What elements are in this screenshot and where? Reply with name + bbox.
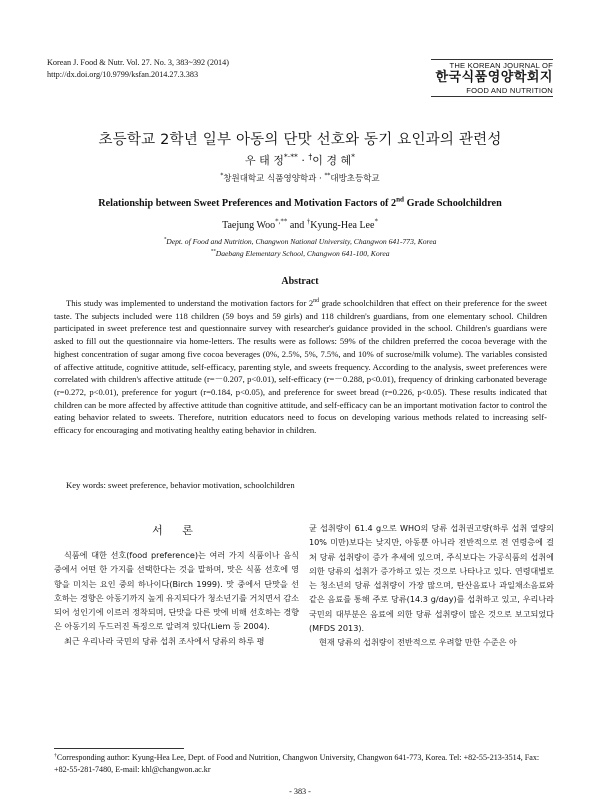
- title-en-main: Relationship between Sweet Preferences and Motivation Factors of 2: [98, 198, 397, 209]
- abstract-paragraph: [54, 297, 547, 437]
- author2-en: Kyung-Hea Lee: [310, 220, 375, 231]
- aff-en-text2: Daebang Elementary School, Changwon 641-100, Korea: [215, 249, 390, 258]
- author-separator: ·: [297, 154, 309, 167]
- intro-paragraph-3: 현재 당류의 섭취량이 전반적으로 우려할 만한 수준은 아: [319, 637, 517, 648]
- author1-en-sup: *,**: [275, 217, 288, 226]
- author2-ko-sup: *: [351, 152, 355, 162]
- author1-en: Taejung Woo: [222, 220, 276, 231]
- aff-en-mark2: **: [210, 248, 216, 255]
- author2-ko: 이 경 혜: [312, 154, 352, 167]
- abstract-text-b: grade schoolchildren that effect on their preference for the sweet taste. The subjects included were 118 children (59 boys and 59 girls) and 118 children's guardians, from one elementary school. Children participated in sweet preference test and questionnaire survey with researcher's guidance provided in the school. Children's guardians were asked to fill out the questionnaire via home-letters. The results were as follows: 59% of the children preferred the cocoa beverage with the highest concentration of sugar among five cocoa beverages (0%, 2.5%, 5%, 7.5%, and 10% of sucrose/milk volume). The variables consisted of affective attitude, cognitive attitude, self-efficacy, parenting style, and sweets frequency. According to the analysis, sweet preferences were correlated with children's affective attitude (r=－0.207, p<0.01), self-efficacy (r=－0.288, p<0.01), frequency of drinking carbonated beverage (r=0.272, p<0.01), preference for yogurt (r=0.184, p<0.05), and preference for sweet bread (r=0.226, p<0.05). These results indicated that children can be more affected by affective attitude than cognitive attitude, and self-efficacy can be an important motivation factor to control the eating behavior related to sweets. Therefore, nutrition educators need to focus on developing various methods related to increasing self-efficacy for encouraging and motivating healthy eating behavior in children.: [54, 298, 547, 436]
- author2-en-sup: *: [374, 217, 378, 226]
- aff-ko-text2: 대방초등학교: [330, 174, 380, 184]
- left-column: [54, 548, 299, 648]
- aff-ko-mark1: *: [220, 172, 224, 180]
- journal-name-en-bottom: FOOD AND NUTRITION: [431, 86, 553, 97]
- journal-logo: [431, 59, 553, 97]
- abstract-text-a: This study was implemented to understand the motivation factors for 2: [66, 298, 314, 308]
- title-en-sup: nd: [396, 195, 405, 204]
- corresponding-mark-ko: †: [308, 152, 313, 162]
- corresponding-mark-en: †: [306, 217, 311, 226]
- aff-en-mark1: *: [163, 236, 167, 243]
- intro-paragraph-1: 식품에 대한 선호(food preference)는 여러 가지 식품이나 음식 중에서 어떤 한 가지를 선택한다는 것을 말하며, 맛은 식품 선호에 영향을 미치는 요인 중의 하나이다(Birch 1999). 맛 중에서 단맛을 선호하는 경향은 아동기까지 높게 유지되다가 청소년기를 거치면서 감소되어 성인기에 이르러 정착되며, 단맛을 다른 맛에 비해 선호하는 경향은 아동기의 두드러진 특징으로 알려져 있다(Liem 등 2004).: [54, 550, 299, 632]
- abstract-sup: nd: [313, 298, 320, 305]
- intro-paragraph-2-cont: 균 섭취량이 61.4 g으로 WHO의 당류 섭취권고량(하루 섭취 열량의 10% 미만)보다는 낮지만, 아동뿐 아니라 전반적으로 전 연령층에 걸쳐 당류 섭취량이 증가 추세에 있으며, 주식보다는 가공식품의 섭취에 의한 당류의 섭취가 증가하고 있는 것으로 나타나고 있다. 연령대별로는 청소년의 당류 섭취량이 가장 많으며, 탄산음료나 과일채소음료와 같은 음료를 통해 주로 당류(14.3 g/day)를 섭취하고 있고, 우리나라 국민의 대부분은 음료에 의한 당류 섭취량이 많은 것으로 보고되었다(MFDS 2013).: [309, 523, 554, 634]
- affiliation-korean: [0, 172, 600, 184]
- aff-ko-text1: 창원대학교 식품영양학과 ·: [223, 174, 325, 184]
- aff-en-text1: Dept. of Food and Nutrition, Changwon National University, Changwon 641-773, Korea: [166, 237, 437, 246]
- right-column: [309, 521, 554, 650]
- footnote-text: Corresponding author: Kyung-Hea Lee, Dept. of Food and Nutrition, Changwon University, Changwon 641-773, Korea. Tel: +82-55-213-3514, Fax: +82-55-281-7480, E-mail: khl@changwon.ac.kr: [54, 753, 540, 774]
- title-english: [0, 195, 600, 209]
- citation-text: Korean J. Food & Nutr. Vol. 27. No. 3, 383~392 (2014): [47, 58, 229, 67]
- journal-name-en-top: THE KOREAN JOURNAL OF: [431, 59, 553, 70]
- journal-name-ko: 한국식품영양학회지: [435, 70, 553, 85]
- doi-link[interactable]: http://dx.doi.org/10.9799/ksfan.2014.27.3.383: [47, 70, 199, 79]
- abstract-heading: Abstract: [281, 276, 319, 287]
- affiliation-en-2: [0, 248, 600, 260]
- keywords: Key words: sweet preference, behavior motivation, schoolchildren: [66, 480, 295, 490]
- abstract-body: [54, 297, 547, 437]
- footnote-corresponding: [54, 752, 554, 776]
- section-heading-introduction: 서 론: [152, 524, 201, 537]
- intro-paragraph-2: 최근 우리나라 국민의 당류 섭취 조사에서 당류의 하루 평: [64, 635, 265, 646]
- author-and: and: [287, 220, 307, 231]
- aff-ko-mark2: **: [324, 172, 331, 180]
- authors-korean: [0, 152, 600, 168]
- header-citation: [47, 57, 229, 81]
- authors-english: [0, 217, 600, 231]
- title-en-tail: Grade Schoolchildren: [404, 198, 502, 209]
- author1-ko: 우 태 정: [245, 154, 284, 167]
- title-korean: 초등학교 2학년 일부 아동의 단맛 선호와 동기 요인과의 관련성: [98, 132, 502, 148]
- page-number: - 383 -: [289, 787, 311, 796]
- affiliations-english: [0, 236, 600, 260]
- author1-ko-sup: *·**: [283, 152, 298, 162]
- affiliation-en-1: [0, 236, 600, 248]
- footnote-mark: †: [54, 752, 57, 759]
- footnote-divider: [54, 748, 184, 749]
